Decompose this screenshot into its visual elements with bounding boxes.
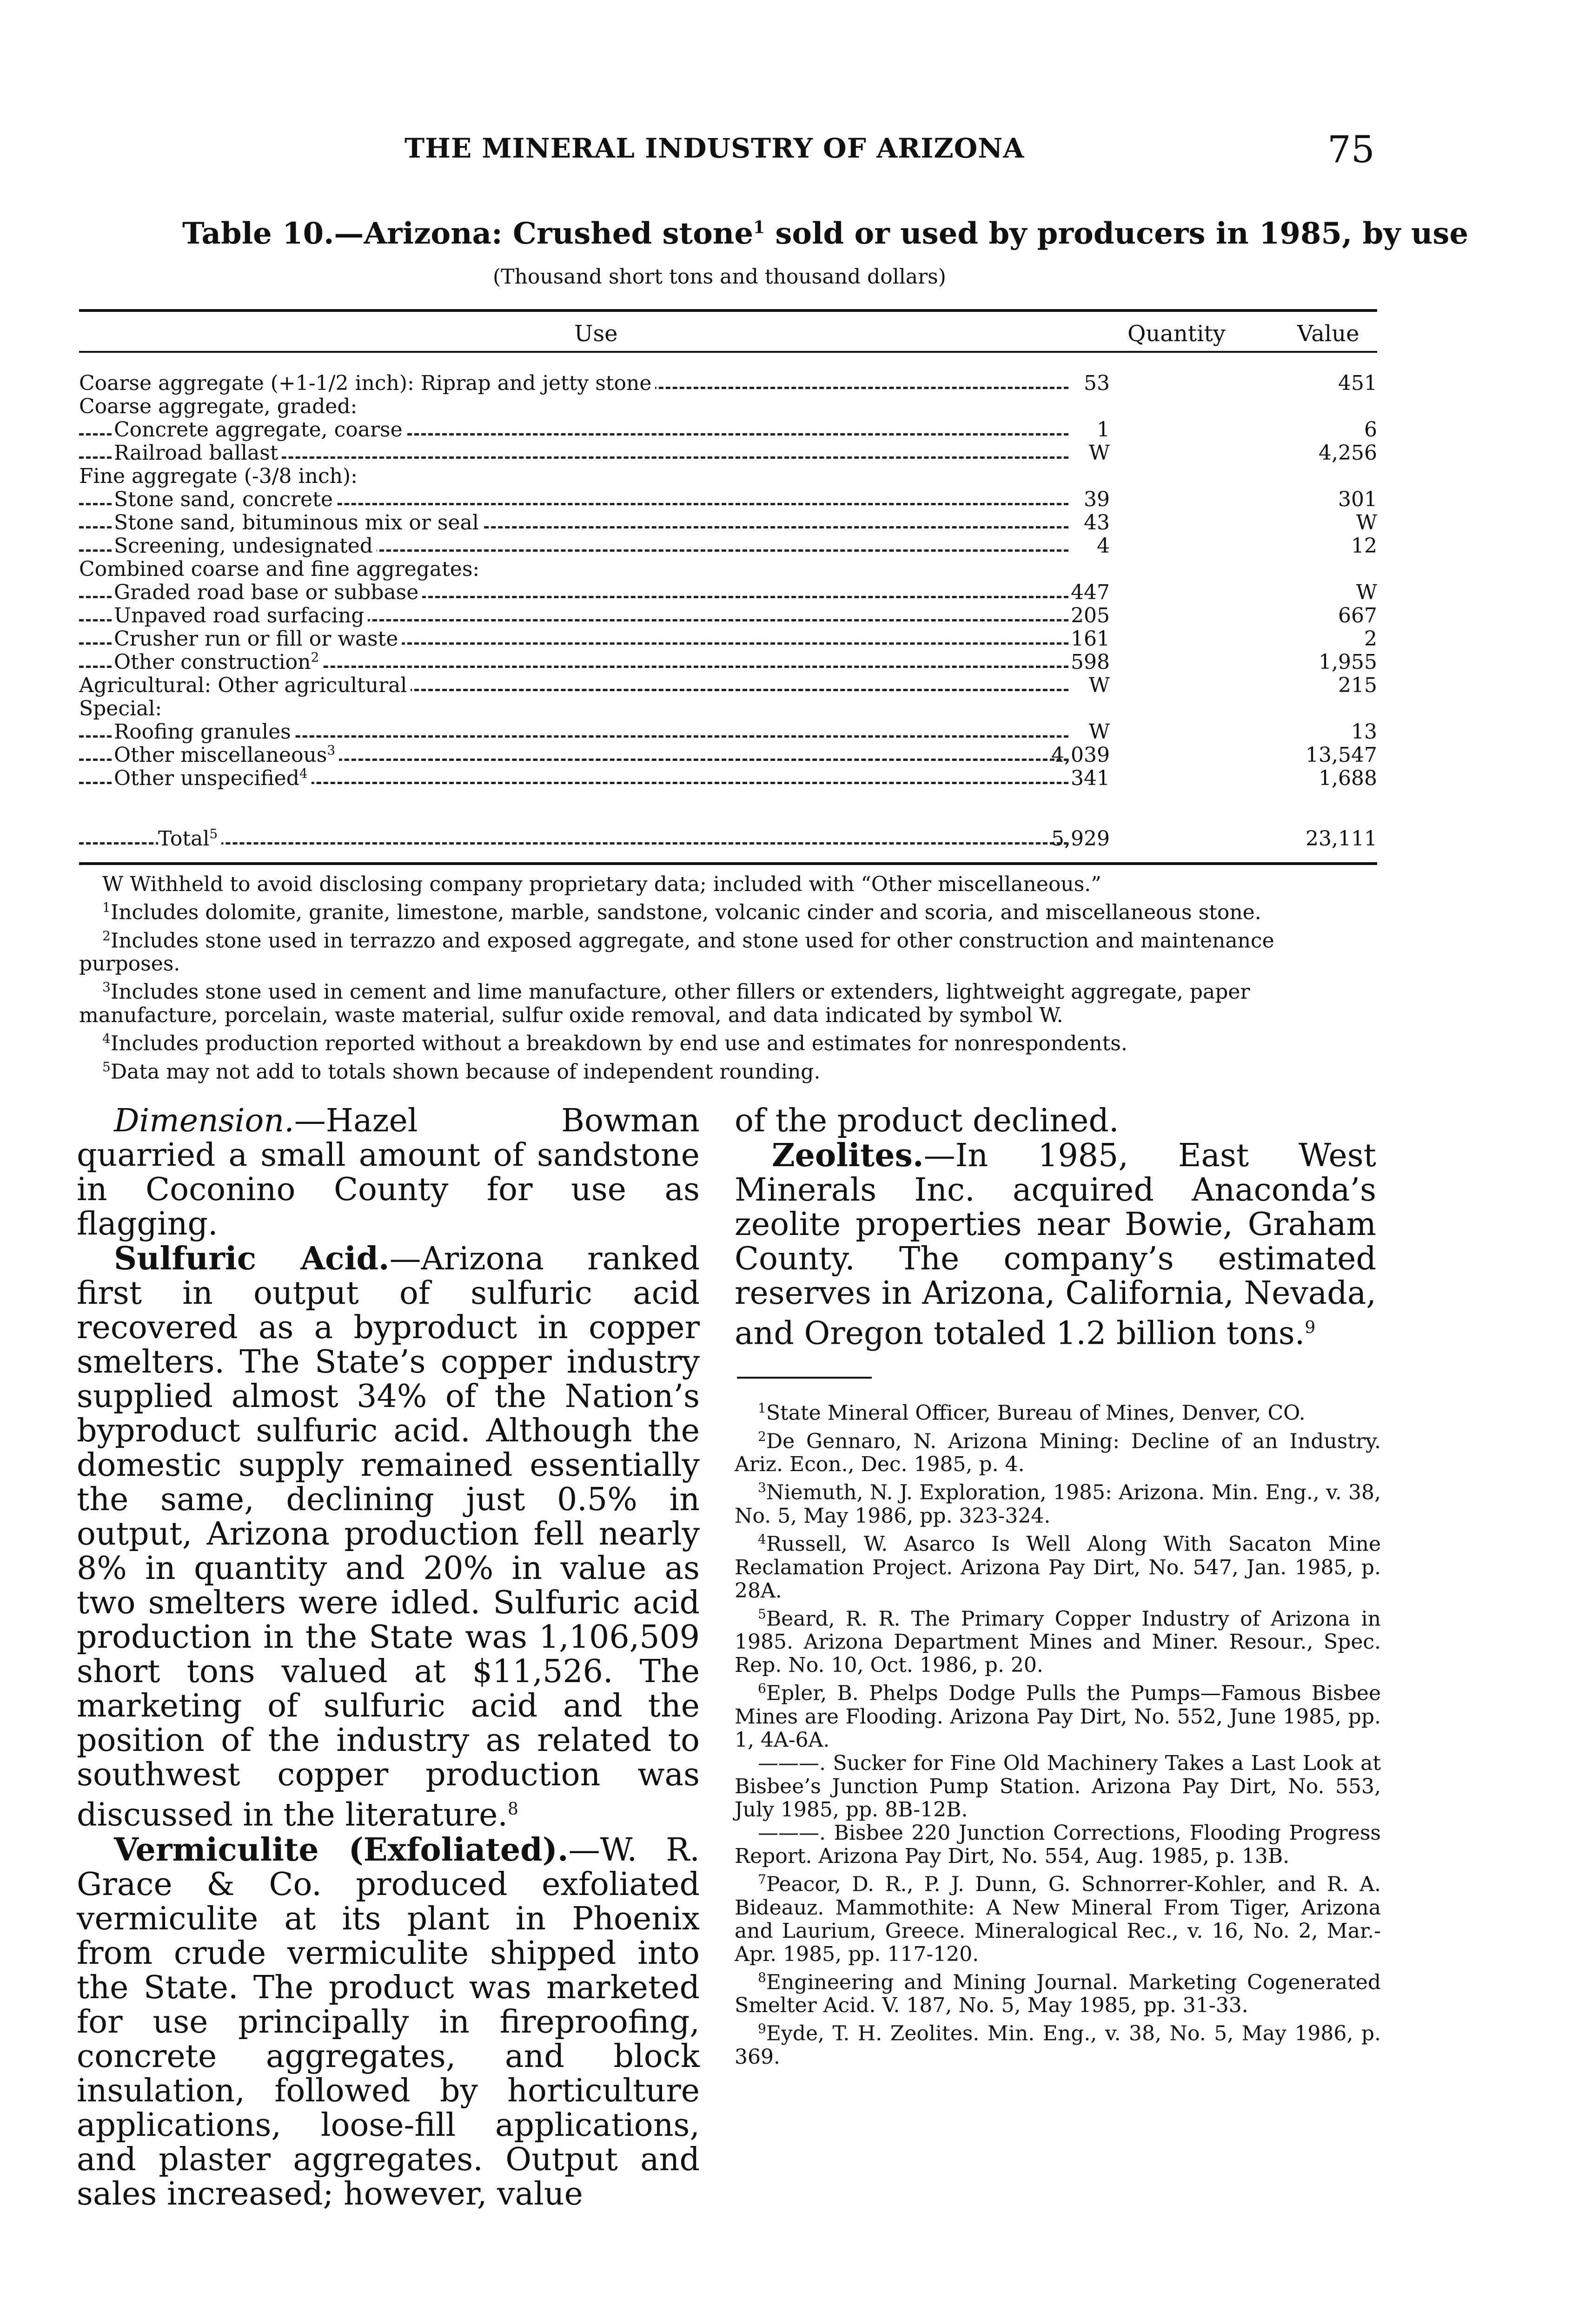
row-label-text: Other construction <box>114 650 311 674</box>
row-label <box>114 767 312 790</box>
row-label-text: Roofing granules <box>114 720 291 744</box>
table-bottom-rule <box>79 862 1377 865</box>
body-column-left <box>77 1104 700 2212</box>
table-subtitle: (Thousand short tons and thousand dollars) <box>493 265 946 289</box>
row-quantity: 205 <box>1071 604 1110 627</box>
row-label-text: Screening, undesignated <box>114 534 373 558</box>
table-notes <box>79 873 1376 1083</box>
row-label <box>114 488 337 511</box>
row-label <box>79 395 361 418</box>
note-text: Data may not add to totals shown because of independent rounding. <box>110 1060 821 1084</box>
row-label <box>114 535 377 558</box>
total-label-text: Total <box>158 827 210 851</box>
row-value: 1,688 <box>1319 766 1377 790</box>
note-mark: 3 <box>102 979 111 995</box>
row-value: W <box>1356 581 1377 604</box>
row-label <box>114 651 323 674</box>
footnote-mark: 1 <box>758 1400 766 1416</box>
row-value: 667 <box>1338 604 1377 627</box>
footnote-text: Russell, W. Asarco Is Well Along With Sacaton Mine Reclamation Project. Arizona Pay Dirt, No. 547, Jan. 1985, p. 28A. <box>735 1532 1381 1603</box>
row-value: 6 <box>1364 418 1377 442</box>
note-text: Includes stone used in cement and lime manufacture, other fillers or extenders, lightweight aggregate, paper manufacture, porcelain, waste material, sulfur oxide removal, and data indicated by symbol W. <box>79 980 1250 1027</box>
row-label-text: Crusher run or fill or waste <box>114 627 398 651</box>
footnote-mark: 6 <box>758 1681 766 1697</box>
row-label-text: Other miscellaneous <box>114 743 327 767</box>
footnote-mark: 7 <box>758 1871 766 1887</box>
note-mark: 4 <box>102 1030 111 1046</box>
row-quantity: 43 <box>1084 511 1110 535</box>
table-row <box>79 558 1377 581</box>
note-text: Includes production reported without a breakdown by end use and estimates for nonrespondents. <box>110 1031 1127 1056</box>
text-sulfuric-acid: —Arizona ranked first in output of sulfuric acid recovered as a byproduct in copper smelters. The State’s copper industry supplied almost 34% of the Nation’s byproduct sulfuric acid. Although the domestic supply remained essentially the same, declining just 0.5% in output, Arizona production fell nearly 8% in quantity and 20% in value as two smelters were idled. Sulfuric acid production in the State was 1,106,509 short tons valued at $11,526. The marketing of sulfuric acid and the position of the industry as related to southwest copper production was discussed in the literature. <box>77 1241 700 1834</box>
table-row <box>79 767 1377 790</box>
table-row <box>79 488 1377 511</box>
footnote-text: Beard, R. R. The Primary Copper Industry of Arizona in 1985. Arizona Department Mines and Miner. Resour., Spec. Rep. No. 10, Oct. 1986, p. 20. <box>735 1607 1381 1677</box>
total-label <box>158 827 221 851</box>
table-note <box>79 924 1376 976</box>
row-quantity: 4 <box>1097 534 1110 558</box>
leader-dots <box>79 842 1068 845</box>
row-footnote-mark: 2 <box>311 649 319 665</box>
row-quantity: 4,039 <box>1051 743 1110 767</box>
table-row <box>79 442 1377 465</box>
paragraph-dimension <box>77 1104 700 1241</box>
note-mark: W <box>102 872 124 896</box>
heading-dimension: Dimension. <box>114 1103 294 1139</box>
row-value: 12 <box>1351 534 1377 558</box>
row-label <box>114 720 295 744</box>
row-label-text: Coarse aggregate (+1-1/2 inch): Riprap and jetty stone <box>79 371 652 395</box>
table-note <box>79 1056 1376 1084</box>
footnote <box>735 1752 1381 1822</box>
row-quantity: 161 <box>1071 627 1110 651</box>
table-row <box>79 651 1377 674</box>
row-label <box>114 418 406 442</box>
footnote <box>735 1476 1381 1528</box>
row-label <box>114 627 402 651</box>
table-row <box>79 744 1377 767</box>
footnote <box>735 1425 1381 1477</box>
row-label <box>79 558 483 581</box>
table-note <box>79 976 1376 1027</box>
footnote-mark: 4 <box>758 1531 766 1547</box>
row-label-text: Graded road base or subbase <box>114 581 419 604</box>
text-zeolites: —In 1985, East West Minerals Inc. acquired Anaconda’s zeolite properties near Bowie, Graham County. The company’s estimated reserves in Arizona, California, Nevada, and Oregon totaled 1.2 billion tons. <box>735 1137 1376 1352</box>
footnote-mark: 2 <box>758 1428 766 1444</box>
row-value: 2 <box>1364 627 1377 651</box>
row-value: W <box>1356 511 1377 535</box>
column-header-quantity: Quantity <box>1127 321 1226 347</box>
table-total-row <box>79 827 1377 851</box>
footnote-text: State Mineral Officer, Bureau of Mines, Denver, CO. <box>766 1401 1306 1425</box>
footnote-text: ———. Sucker for Fine Old Machinery Takes a Last Look at Bisbee’s Junction Pump Station. Arizona Pay Dirt, No. 553, July 1985, pp. 8B-12B. <box>735 1751 1381 1822</box>
table-top-rule <box>79 309 1377 312</box>
row-footnote-mark: 4 <box>299 766 308 781</box>
footnote <box>735 1966 1381 2018</box>
row-label <box>114 511 483 535</box>
row-quantity: W <box>1088 441 1110 465</box>
footnote-mark: 3 <box>758 1480 766 1496</box>
row-quantity: 598 <box>1071 650 1110 674</box>
total-value: 23,111 <box>1306 827 1377 851</box>
row-quantity: 39 <box>1084 488 1110 511</box>
row-footnote-mark: 3 <box>327 742 336 758</box>
table-note <box>79 896 1376 924</box>
footnote-mark: 5 <box>758 1606 766 1622</box>
table-row <box>79 465 1377 488</box>
note-mark: 1 <box>102 900 111 915</box>
footnote-rule <box>737 1377 872 1379</box>
row-quantity: 53 <box>1084 371 1110 395</box>
total-quantity: 5,929 <box>1051 827 1110 851</box>
footnote <box>735 1603 1381 1677</box>
note-text: Withheld to avoid disclosing company proprietary data; included with “Other miscellaneous.” <box>123 872 1101 896</box>
footnote <box>735 1822 1381 1868</box>
total-footnote-mark: 5 <box>209 826 218 842</box>
table-row <box>79 395 1377 418</box>
row-label <box>114 744 339 767</box>
row-label-text: Agricultural: Other agricultural <box>79 673 407 697</box>
footnote-text: Niemuth, N. J. Exploration, 1985: Arizona. Min. Eng., v. 38, No. 5, May 1986, pp. 323-324. <box>735 1480 1381 1528</box>
paragraph-sulfuric-acid <box>77 1241 700 1833</box>
table-row <box>79 511 1377 535</box>
table-row <box>79 535 1377 558</box>
footnote <box>735 1868 1381 1966</box>
column-header-use: Use <box>574 321 618 347</box>
table-row <box>79 604 1377 627</box>
row-quantity: 447 <box>1071 581 1110 604</box>
footnote <box>735 1677 1381 1752</box>
paragraph-zeolites <box>735 1138 1376 1351</box>
row-label-text: Coarse aggregate, graded: <box>79 395 358 418</box>
footnote <box>735 1528 1381 1603</box>
footnote-text: ———. Bisbee 220 Junction Corrections, Flooding Progress Report. Arizona Pay Dirt, No. 554, Aug. 1985, p. 13B. <box>735 1821 1381 1868</box>
heading-vermiculite: Vermiculite (Exfoliated). <box>114 1831 569 1868</box>
row-value: 13,547 <box>1306 743 1377 767</box>
row-label-text: Other unspecified <box>114 766 299 790</box>
row-quantity: W <box>1088 720 1110 744</box>
row-value: 13 <box>1351 720 1377 744</box>
text-dimension: —Hazel Bowman quarried a small amount of sandstone in Coconino County for use as flagging. <box>77 1103 700 1242</box>
row-value: 215 <box>1338 673 1377 697</box>
footnote-mark: 9 <box>758 2021 766 2037</box>
table-title-footnote-mark: 1 <box>753 218 765 238</box>
footnotes <box>735 1397 1381 2069</box>
note-text: Includes stone used in terrazzo and exposed aggregate, and stone used for other construction and maintenance purposes. <box>79 929 1274 976</box>
paragraph-vermiculite <box>77 1833 700 2212</box>
table-row <box>79 627 1377 651</box>
table-row <box>79 720 1377 744</box>
note-mark: 5 <box>102 1059 111 1075</box>
row-quantity: 1 <box>1097 418 1110 442</box>
footnote <box>735 1397 1381 1425</box>
row-label <box>79 697 166 720</box>
table-row <box>79 418 1377 442</box>
row-label-text: Concrete aggregate, coarse <box>114 418 403 442</box>
footnote-text: Epler, B. Phelps Dodge Pulls the Pumps—Famous Bisbee Mines are Flooding. Arizona Pay Dirt, No. 552, June 1985, pp. 1, 4A-6A. <box>735 1681 1381 1752</box>
table-note <box>79 1027 1376 1056</box>
row-label-text: Stone sand, concrete <box>114 488 333 511</box>
table-row <box>79 697 1377 720</box>
footnote-mark: 8 <box>758 1969 766 1985</box>
footnote-text: De Gennaro, N. Arizona Mining: Decline of an Industry. Ariz. Econ., Dec. 1985, p. 4. <box>735 1429 1381 1477</box>
row-value: 1,955 <box>1319 650 1377 674</box>
row-value: 451 <box>1338 371 1377 395</box>
column-header-value: Value <box>1297 321 1359 347</box>
footnote-text: Peacor, D. R., P. J. Dunn, G. Schnorrer-Kohler, and R. A. Bideauz. Mammothite: A New Mineral From Tiger, Arizona and Laurium, Greece. Mineralogical Rec., v. 16, No. 2, Mar.-Apr. 1985, pp. 117-120. <box>735 1872 1381 1966</box>
table-title-main: Table 10.—Arizona: Crushed stone <box>182 216 754 251</box>
page-number: 75 <box>1327 128 1375 171</box>
text-vermiculite: —W. R. Grace & Co. produced exfoliated vermiculite at its plant in Phoenix from crude vermiculite shipped into the State. The product was marketed for use principally in fireproofing, concrete aggregates, and block insulation, followed by horticulture applications, loose-fill applications, and plaster aggregates. Output and sales increased; however, value <box>77 1831 700 2212</box>
row-label-text: Special: <box>79 697 162 720</box>
note-text: Includes dolomite, granite, limestone, marble, sandstone, volcanic cinder and scoria, and miscellaneous stone. <box>110 900 1261 924</box>
row-label-text: Fine aggregate (-3/8 inch): <box>79 464 358 488</box>
row-value: 4,256 <box>1319 441 1377 465</box>
row-label <box>79 465 361 488</box>
row-label <box>79 372 655 395</box>
table-row <box>79 581 1377 604</box>
footnote-text: Eyde, T. H. Zeolites. Min. Eng., v. 38, No. 5, May 1986, p. 369. <box>735 2021 1381 2069</box>
row-label-text: Combined coarse and fine aggregates: <box>79 557 480 581</box>
row-label <box>114 442 282 465</box>
row-label-text: Railroad ballast <box>114 441 278 465</box>
table-header-rule <box>79 351 1377 353</box>
note-mark: 2 <box>102 928 111 944</box>
footnote-text: Engineering and Mining Journal. Marketing Cogenerated Smelter Acid. V. 187, No. 5, May 1985, pp. 31-33. <box>735 1970 1381 2018</box>
table-note <box>79 873 1376 896</box>
row-label-text: Stone sand, bituminous mix or seal <box>114 511 479 535</box>
heading-zeolites: Zeolites. <box>772 1137 924 1174</box>
row-label <box>114 604 368 627</box>
footnote <box>735 2017 1381 2069</box>
table-title-rest: sold or used by producers in 1985, by use <box>765 216 1469 251</box>
row-value: 301 <box>1338 488 1377 511</box>
row-label <box>114 581 422 604</box>
row-label <box>79 674 411 697</box>
text-vermiculite-continued: of the product declined. <box>735 1103 1119 1139</box>
table-row <box>79 674 1377 697</box>
running-header: THE MINERAL INDUSTRY OF ARIZONA <box>404 132 1025 164</box>
heading-sulfuric-acid: Sulfuric Acid. <box>114 1240 390 1277</box>
footnote-ref-9: 9 <box>1305 1318 1316 1337</box>
row-quantity: W <box>1088 673 1110 697</box>
row-quantity: 341 <box>1071 766 1110 790</box>
footnote-ref-8: 8 <box>507 1800 518 1819</box>
body-column-right <box>735 1104 1376 1351</box>
table-row <box>79 372 1377 395</box>
row-label-text: Unpaved road surfacing <box>114 604 365 627</box>
table-title <box>182 216 1468 251</box>
